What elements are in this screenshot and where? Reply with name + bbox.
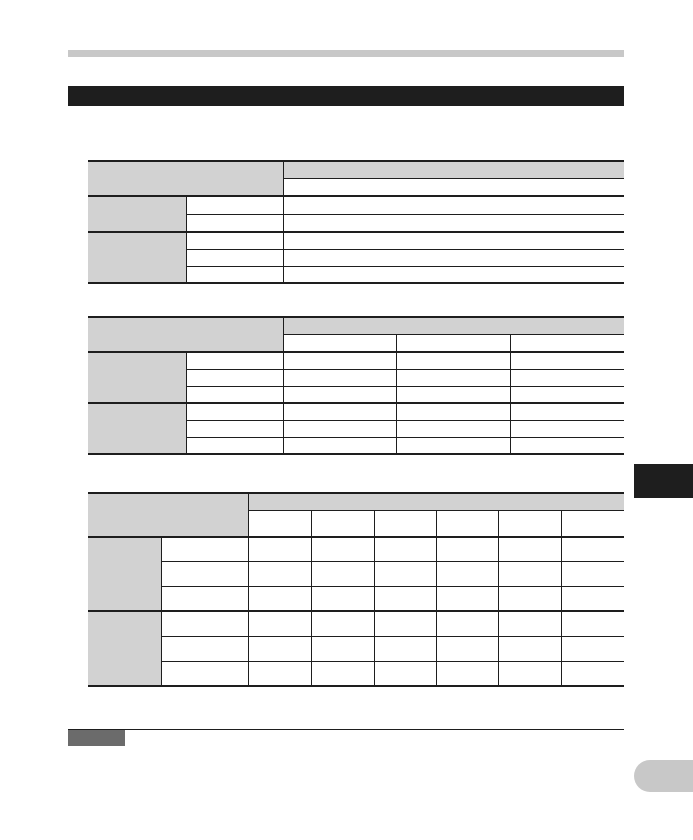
table-cell [311,661,374,686]
table-cell [283,266,624,283]
row-group-header [88,196,186,232]
table-cell [283,420,396,437]
row-header [161,537,248,561]
table-cell [311,537,374,561]
table-cell [510,369,624,386]
table-cell [283,232,624,249]
table-cell [510,386,624,403]
table-cell [396,420,510,437]
table-cell [436,636,498,661]
table-cell [498,661,561,686]
table-cell [374,661,436,686]
table-cell [436,611,498,636]
row-header [186,214,283,232]
row-header [186,437,283,454]
table-cell [248,661,311,686]
column-header [498,510,561,537]
spec-table-3 [88,492,624,687]
column-header [510,334,624,352]
table-cell [498,636,561,661]
table-cell [283,352,396,369]
table-cell [248,586,311,611]
table-cell [374,636,436,661]
table-cell [510,403,624,420]
row-header [186,249,283,266]
table-corner-header [88,317,283,352]
table-corner-header [88,493,248,537]
table-cell [248,561,311,586]
table-cell [311,611,374,636]
table-cell [283,249,624,266]
table-cell [498,611,561,636]
table-cell [498,561,561,586]
column-header [283,178,624,196]
column-header [436,510,498,537]
row-group-header [88,537,161,611]
column-header [311,510,374,537]
row-header [186,196,283,214]
table-cell [311,561,374,586]
table-cell [498,586,561,611]
table-cell [436,586,498,611]
row-header [186,420,283,437]
column-header [248,510,311,537]
table-cell [498,537,561,561]
column-group-header [283,161,624,178]
table-cell [248,636,311,661]
column-group-header [248,493,624,510]
row-header [161,636,248,661]
table-cell [283,369,396,386]
page-number-tab [634,760,693,792]
chapter-side-tab [634,464,693,498]
column-header [561,510,624,537]
row-header [161,561,248,586]
table-cell [561,586,624,611]
table-cell [283,403,396,420]
spec-table-2 [88,316,624,455]
table-cell [561,636,624,661]
table-cell [561,661,624,686]
row-header [186,386,283,403]
table-cell [248,611,311,636]
row-header [186,369,283,386]
table-cell [561,611,624,636]
row-header [186,232,283,249]
row-group-header [88,232,186,283]
table-cell [283,214,624,232]
table-cell [436,561,498,586]
table-cell [374,537,436,561]
table-cell [561,561,624,586]
page-header-band [68,50,624,57]
table-cell [396,352,510,369]
note-tag [68,730,125,746]
table-cell [248,537,311,561]
table-cell [283,437,396,454]
row-header [161,611,248,636]
table-cell [436,537,498,561]
spec-table-1 [88,160,624,284]
row-header [186,352,283,369]
row-header [161,661,248,686]
table-cell [396,369,510,386]
row-group-header [88,352,186,403]
table-cell [396,403,510,420]
table-cell [436,661,498,686]
table-cell [283,386,396,403]
table-cell [374,586,436,611]
note-rule [68,729,624,730]
row-header [186,266,283,283]
table-cell [283,196,624,214]
column-header [396,334,510,352]
table-cell [561,537,624,561]
column-group-header [283,317,624,334]
table-cell [311,586,374,611]
row-header [186,403,283,420]
table-cell [374,561,436,586]
column-header [283,334,396,352]
table-cell [311,636,374,661]
table-cell [396,386,510,403]
section-title-bar [68,86,624,106]
table-cell [510,352,624,369]
row-header [161,586,248,611]
row-group-header [88,403,186,454]
table-cell [396,437,510,454]
table-cell [374,611,436,636]
column-header [374,510,436,537]
table-cell [510,437,624,454]
table-cell [510,420,624,437]
row-group-header [88,611,161,686]
table-corner-header [88,161,283,196]
